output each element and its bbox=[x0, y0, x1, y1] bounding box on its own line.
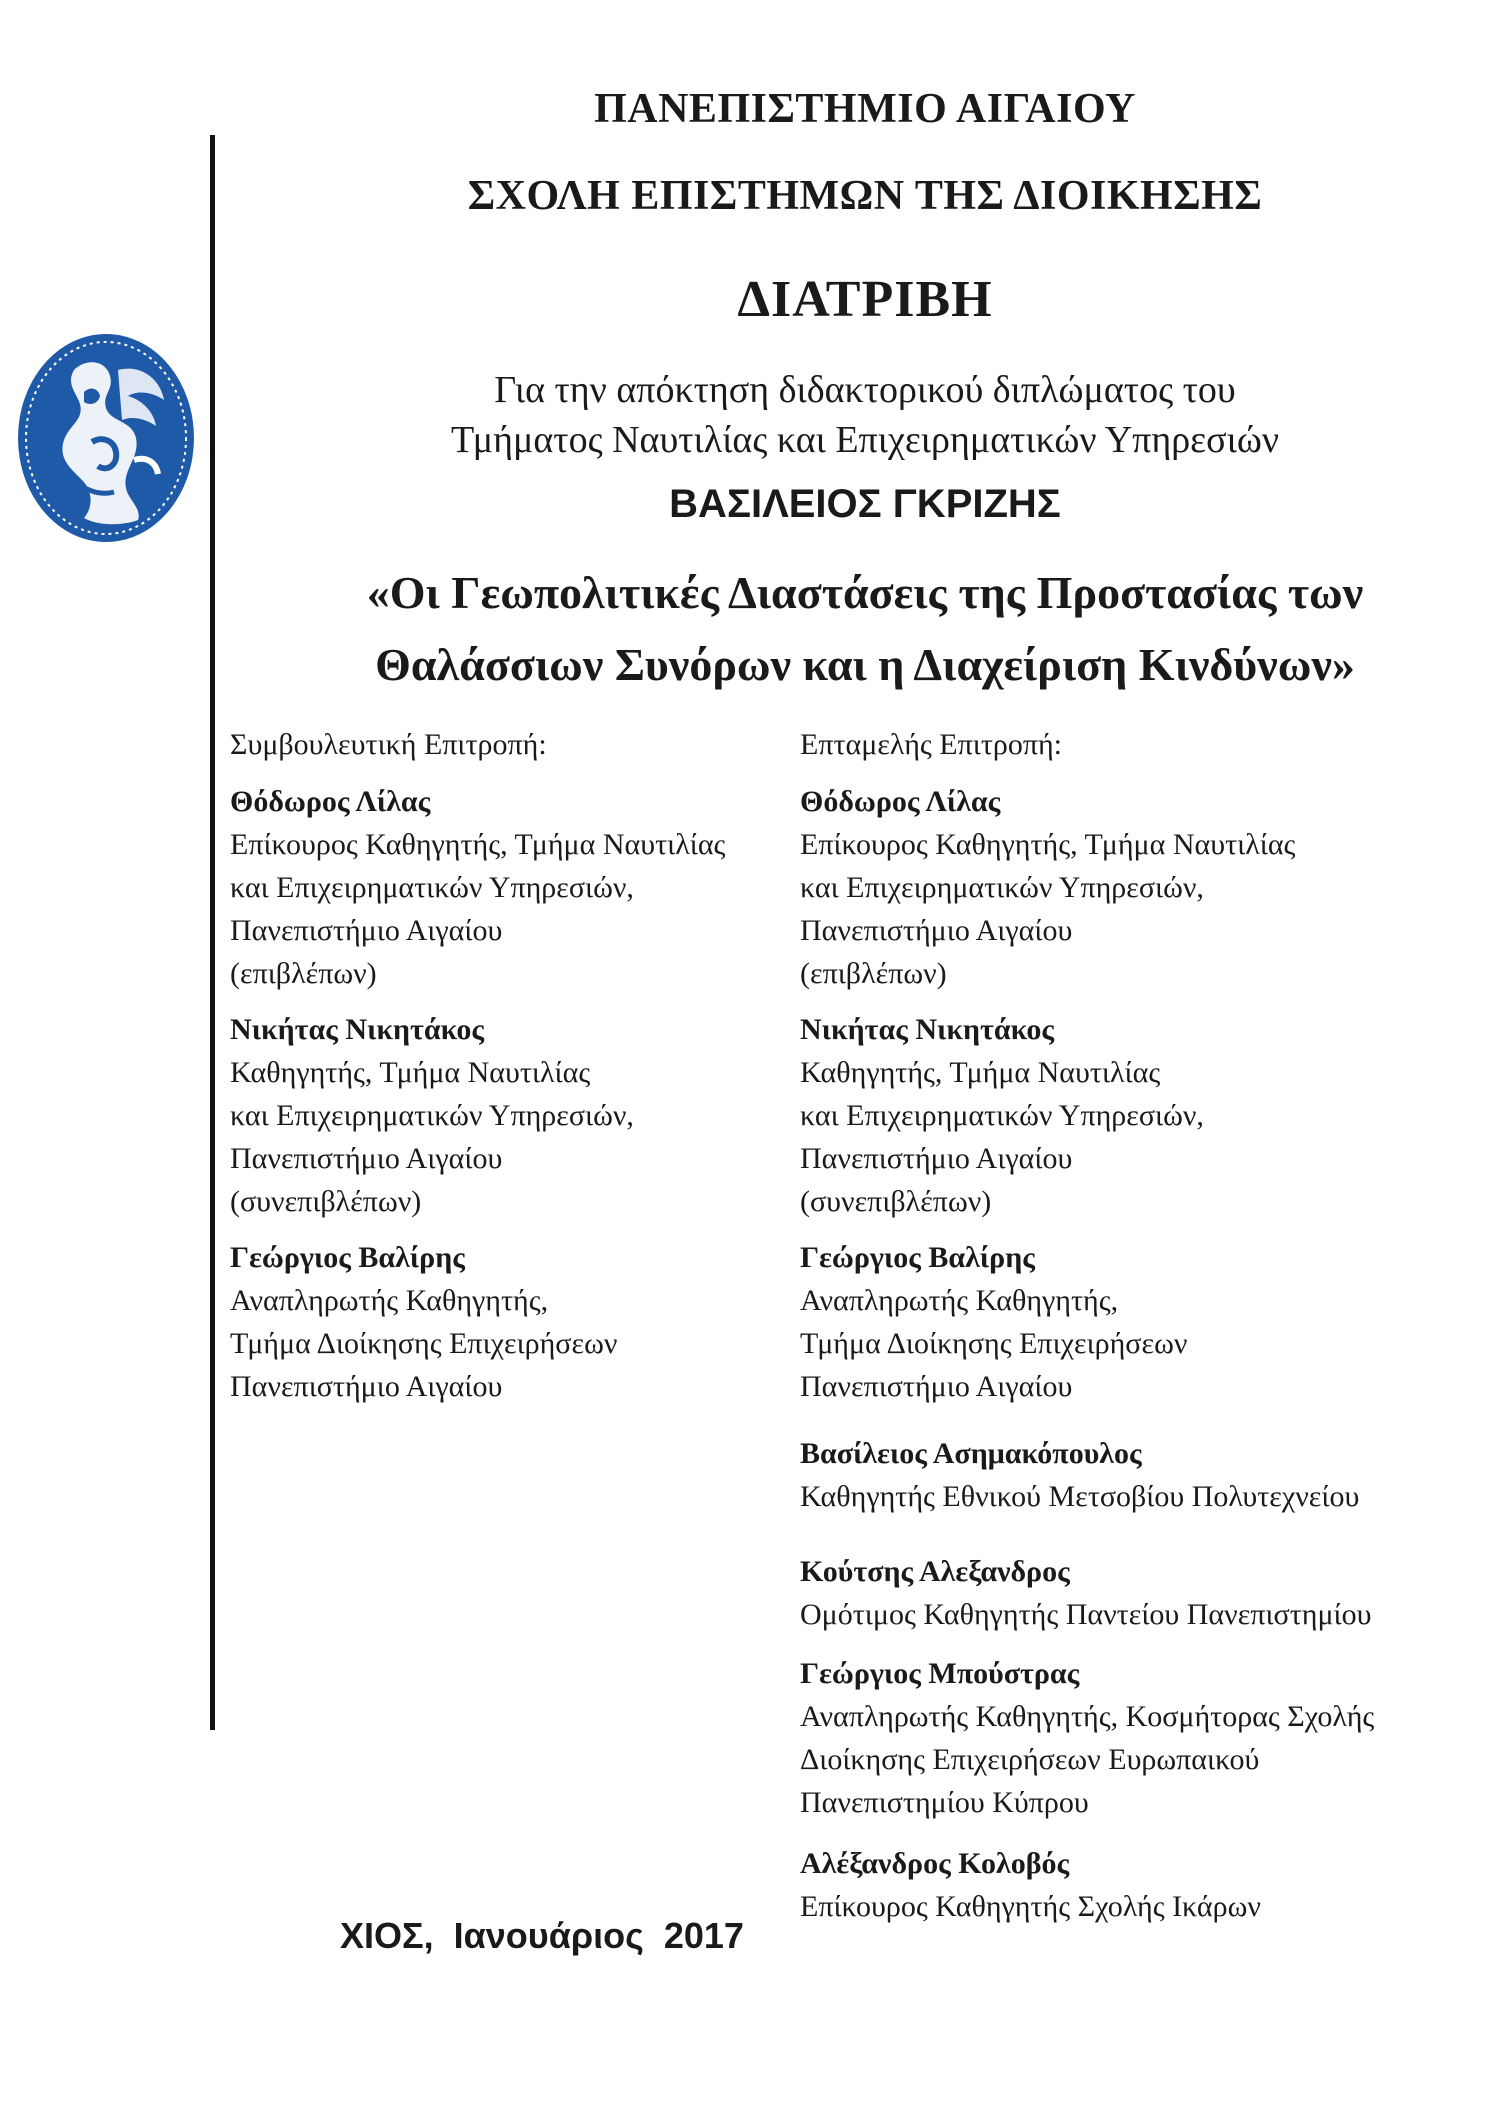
vertical-rule bbox=[210, 135, 215, 1730]
member-name: Νικήτας Νικητάκος bbox=[230, 1013, 485, 1046]
member-affiliation-line: Καθηγητής, Τμήμα Ναυτιλίας bbox=[800, 1056, 1161, 1089]
purpose-line-2: Τμήματος Ναυτιλίας και Επιχειρηματικών Υπηρεσιών bbox=[450, 419, 1280, 461]
member-affiliation-line: Καθηγητής, Τμήμα Ναυτιλίας bbox=[230, 1056, 591, 1089]
advisory-member bbox=[230, 1236, 725, 1408]
thesis-title-line-2: Θαλάσσιων Συνόρων και η Διαχείριση Κινδύνων» bbox=[375, 639, 1355, 690]
member-affiliation-line: Πανεπιστήμιο Αιγαίου bbox=[230, 914, 503, 947]
member-affiliation-line: Τμήμα Διοίκησης Επιχειρήσεων bbox=[800, 1327, 1188, 1360]
member-affiliation-line: Επίκουρος Καθηγητής, Τμήμα Ναυτιλίας bbox=[230, 828, 726, 861]
member-affiliation-line: Πανεπιστήμιο Αιγαίου bbox=[800, 1370, 1073, 1403]
member-affiliation-line: και Επιχειρηματικών Υπηρεσιών, bbox=[230, 871, 634, 904]
school-name: ΣΧΟΛΗ ΕΠΙΣΤΗΜΩΝ ΤΗΣ ΔΙΟΙΚΗΣΗΣ bbox=[467, 173, 1263, 219]
member-affiliation-line: Πανεπιστήμιο Αιγαίου bbox=[230, 1142, 503, 1175]
member-role: (συνεπιβλέπων) bbox=[230, 1185, 422, 1218]
examination-member bbox=[800, 1008, 1295, 1223]
member-name: Θόδωρος Λίλας bbox=[800, 785, 1001, 818]
member-affiliation-line: Επίκουρος Καθηγητής, Τμήμα Ναυτιλίας bbox=[800, 828, 1296, 861]
member-affiliation-line: και Επιχειρηματικών Υπηρεσιών, bbox=[800, 1099, 1204, 1132]
university-name: ΠΑΝΕΠΙΣΤΗΜΙΟ ΑΙΓΑΙΟΥ bbox=[594, 86, 1136, 132]
member-affiliation-line: Πανεπιστήμιο Αιγαίου bbox=[230, 1370, 503, 1403]
member-affiliation-line: Αναπληρωτής Καθηγητής, bbox=[230, 1284, 549, 1317]
author-name: ΒΑΣΙΛΕΙΟΣ ΓΚΡΙΖΗΣ bbox=[669, 482, 1061, 526]
examination-member bbox=[800, 1432, 1359, 1518]
examination-member bbox=[800, 1550, 1371, 1636]
member-affiliation-line: Καθηγητής Εθνικού Μετσοβίου Πολυτεχνείου bbox=[800, 1480, 1360, 1513]
member-affiliation-line: Διοίκησης Επιχειρήσεων Ευρωπαικού bbox=[800, 1743, 1260, 1776]
member-affiliation-line: Επίκουρος Καθηγητής Σχολής Ικάρων bbox=[800, 1890, 1261, 1923]
member-name: Γεώργιος Βαλίρης bbox=[230, 1241, 465, 1274]
member-affiliation-line: Τμήμα Διοίκησης Επιχειρήσεων bbox=[230, 1327, 618, 1360]
member-name: Γεώργιος Μπούστρας bbox=[800, 1657, 1080, 1690]
member-affiliation-line: Ομότιμος Καθηγητής Παντείου Πανεπιστημίου bbox=[800, 1598, 1372, 1631]
member-affiliation-line: Αναπληρωτής Καθηγητής, Κοσμήτορας Σχολής bbox=[800, 1700, 1375, 1733]
examination-member bbox=[800, 1236, 1295, 1408]
document-type: ΔΙΑΤΡΙΒΗ bbox=[737, 271, 993, 328]
purpose-line-1: Για την απόκτηση διδακτορικού διπλώματος του bbox=[494, 369, 1236, 411]
member-role: (επιβλέπων) bbox=[800, 957, 947, 990]
examination-member bbox=[800, 780, 1295, 995]
member-name: Βασίλειος Ασημακόπουλος bbox=[800, 1437, 1142, 1470]
member-name: Κούτσης Αλεξανδρος bbox=[800, 1555, 1070, 1588]
advisory-committee bbox=[230, 723, 725, 1421]
member-affiliation-line: και Επιχειρηματικών Υπηρεσιών, bbox=[800, 871, 1204, 904]
member-name: Γεώργιος Βαλίρης bbox=[800, 1241, 1035, 1274]
examination-committee-heading: Επταμελής Επιτροπή: bbox=[800, 728, 1063, 761]
member-role: (συνεπιβλέπων) bbox=[800, 1185, 992, 1218]
thesis-title-line-1: «Οι Γεωπολιτικές Διαστάσεις της Προστασίας των bbox=[366, 567, 1364, 618]
member-name: Αλέξανδρος Κολοβός bbox=[800, 1847, 1070, 1880]
place-and-date: ΧΙΟΣ, Ιανουάριος 2017 bbox=[340, 1915, 744, 1956]
member-role: (επιβλέπων) bbox=[230, 957, 377, 990]
examination-member bbox=[800, 1842, 1261, 1928]
member-affiliation-line: Πανεπιστήμιο Αιγαίου bbox=[800, 1142, 1073, 1175]
advisory-committee-heading: Συμβουλευτική Επιτροπή: bbox=[230, 728, 547, 761]
member-affiliation-line: Πανεπιστημίου Κύπρου bbox=[800, 1786, 1089, 1819]
member-affiliation-line: Αναπληρωτής Καθηγητής, bbox=[800, 1284, 1119, 1317]
examination-committee bbox=[800, 723, 1295, 1421]
advisory-member bbox=[230, 780, 725, 995]
advisory-member bbox=[230, 1008, 725, 1223]
university-seal-icon bbox=[14, 330, 199, 545]
member-name: Νικήτας Νικητάκος bbox=[800, 1013, 1055, 1046]
examination-member bbox=[800, 1652, 1374, 1824]
member-affiliation-line: και Επιχειρηματικών Υπηρεσιών, bbox=[230, 1099, 634, 1132]
member-affiliation-line: Πανεπιστήμιο Αιγαίου bbox=[800, 914, 1073, 947]
member-name: Θόδωρος Λίλας bbox=[230, 785, 431, 818]
